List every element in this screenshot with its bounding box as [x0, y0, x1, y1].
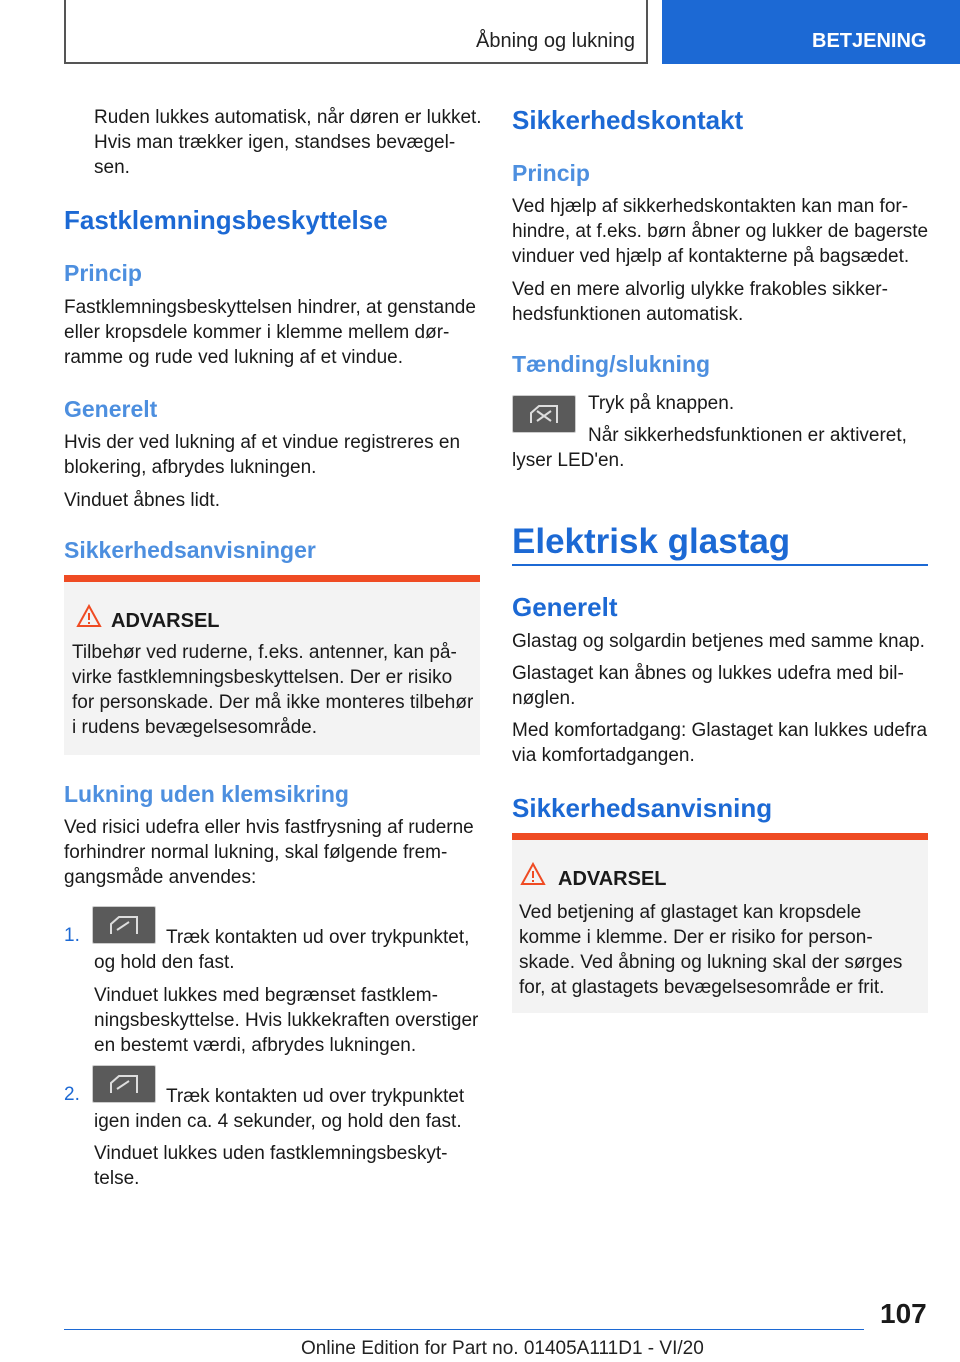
safety-switch-button	[512, 395, 576, 433]
princip-text: Fastklemningsbeskyttelsen hindrer, at genstande eller kropsdele kommer i klemme mellem dørramme og rude ved lukning af et vindue.	[64, 297, 476, 368]
generelt-text-1: Hvis der ved lukning af et vindue registreres en blokering, afbrydes lukningen.	[64, 432, 461, 478]
step2-text-c: Vinduet lukkes uden fastklemningsbeskyttelse.	[94, 1143, 448, 1189]
section-tab[interactable]: BETJENING	[662, 0, 960, 64]
warning-text-2: Ved betjening af glastaget kan kropsdele komme i klemme. Der er risiko for personskade. Ved åbning og lukning skal der sørges for, at glastagets bevægelsesområde er frit.	[519, 902, 903, 998]
step-number-2: 2.	[64, 1084, 80, 1105]
heading-rule	[512, 564, 928, 566]
heading-taending: Tænding/slukning	[512, 351, 711, 377]
glastag-text-1: Glastag og solgardin betjenes med samme knap.	[512, 631, 925, 652]
taending-text-3: lyser LED'en.	[512, 450, 625, 471]
heading-generelt-2: Generelt	[512, 592, 618, 622]
step-number-1: 1.	[64, 925, 80, 946]
heading-princip-2: Princip	[512, 160, 590, 186]
heading-fastklemning: Fastklemningsbeskyttelse	[64, 205, 388, 235]
step1-text-a: Træk kontakten ud over trykpunktet,	[166, 927, 470, 948]
heading-sikkerhedsanvisning: Sikkerhedsanvisning	[512, 793, 773, 823]
step2-text-a: Træk kontakten ud over trykpunktet	[166, 1086, 465, 1107]
lukning-text: Ved risici udefra eller hvis fastfrysning af ruderne forhindrer normal lukning, skal følgende fremgangsmåde anvendes:	[64, 817, 474, 888]
heading-sikkerhedsanvisninger: Sikkerhedsanvisninger	[64, 537, 316, 563]
princip2-text-2: Ved en mere alvorlig ulykke frakobles sikkerhedsfunktionen automatisk.	[512, 279, 888, 325]
warning-title: ADVARSEL	[111, 610, 220, 632]
glastag-text-3: Med komfortadgang: Glastaget kan lukkes udefra via komfortadgangen.	[512, 720, 928, 766]
taending-text-2: Når sikkerhedsfunktionen er aktiveret,	[588, 425, 907, 446]
window-switch-icon	[107, 914, 141, 936]
intro-text: Ruden lukkes automatisk, når døren er lukket. Hvis man trækker igen, standses bevægelsen.	[94, 107, 482, 178]
edition-text: Online Edition for Part no. 01405A111D1 - VI/20	[301, 1338, 704, 1359]
warning-box	[64, 575, 480, 755]
warning-icon	[76, 604, 102, 628]
warning-box-2	[512, 833, 928, 1013]
window-switch-button	[92, 906, 156, 944]
window-switch-icon	[107, 1073, 141, 1095]
warning-icon	[520, 862, 546, 886]
heading-lukning: Lukning uden klemsikring	[64, 781, 349, 807]
warning-title-2: ADVARSEL	[558, 868, 667, 890]
footer-rule	[64, 1329, 864, 1330]
step1-text-b: og hold den fast.	[94, 952, 235, 973]
generelt-text-2: Vinduet åbnes lidt.	[64, 490, 220, 511]
warning-text: Tilbehør ved ruderne, f.eks. antenner, kan påvirke fastklemningsbeskyttelsen. Der er risiko for personskade. Der må ikke monteres tilbehør i rudens bevægelsesområde.	[72, 642, 474, 738]
step1-text-c: Vinduet lukkes med begrænset fastklemningsbeskyttelse. Hvis lukkekraften overstiger en bestemt værdi, afbrydes lukningen.	[94, 985, 479, 1056]
heading-generelt: Generelt	[64, 396, 158, 422]
chapter-title: Åbning og lukning	[475, 30, 635, 52]
safety-switch-icon	[527, 403, 561, 425]
heading-elektrisk-glastag: Elektrisk glastag	[512, 522, 791, 561]
heading-princip: Princip	[64, 260, 142, 286]
window-switch-button	[92, 1065, 156, 1103]
heading-sikkerhedskontakt: Sikkerhedskontakt	[512, 105, 744, 135]
taending-text-1: Tryk på knappen.	[588, 393, 735, 414]
page-number: 107	[880, 1298, 927, 1329]
princip2-text-1: Ved hjælp af sikkerhedskontakten kan man forhindre, at f.eks. børn åbner og lukker de bagerste vinduer ved hjælp af kontakterne på bagsædet.	[512, 196, 929, 267]
glastag-text-2: Glastaget kan åbnes og lukkes udefra med bilnøglen.	[512, 663, 904, 709]
step2-text-b: igen inden ca. 4 sekunder, og hold den fast.	[94, 1111, 462, 1132]
